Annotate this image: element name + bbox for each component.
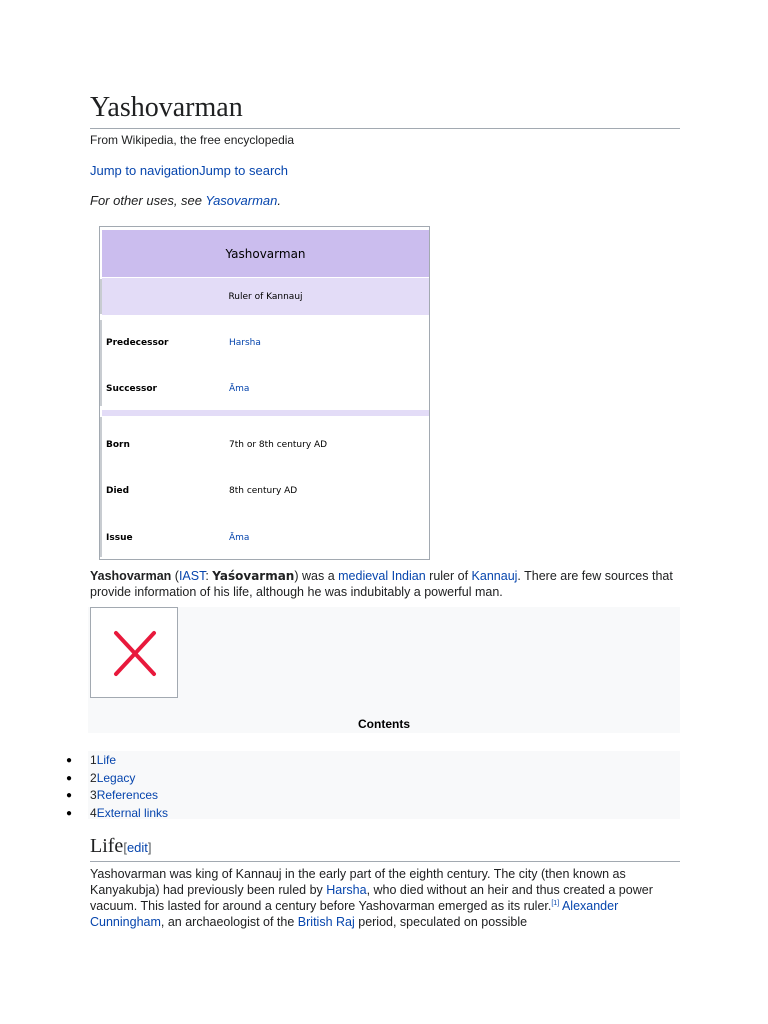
edit-link[interactable]: edit <box>126 840 148 855</box>
infobox-label: Successor <box>106 384 157 394</box>
infobox <box>99 226 430 560</box>
toc-number: 4 <box>90 805 97 820</box>
jump-links <box>90 163 288 178</box>
jump-to-search-link[interactable]: Jump to search <box>199 163 288 178</box>
tagline: From Wikipedia, the free encyclopedia <box>90 133 295 147</box>
hatnote-link[interactable]: Yasovarman <box>205 193 278 208</box>
toc-item[interactable] <box>66 770 168 788</box>
cunningham-link[interactable]: Alexander Cunningham <box>90 899 619 929</box>
life-paragraph <box>90 866 680 930</box>
infobox-value-link[interactable]: Āma <box>229 533 250 543</box>
iast-link[interactable]: IAST <box>178 569 206 583</box>
infobox-label: Predecessor <box>106 338 169 348</box>
bullet-icon: ● <box>66 807 73 819</box>
broken-image-x-icon <box>90 607 178 698</box>
reference-link[interactable]: [1] <box>551 899 560 907</box>
toc-item[interactable] <box>66 805 168 823</box>
x-mark-icon <box>91 608 177 697</box>
infobox-value-link[interactable]: Āma <box>229 384 250 394</box>
toc-link[interactable]: References <box>96 788 159 802</box>
lead-paragraph <box>90 568 685 600</box>
bullet-icon: ● <box>66 755 73 766</box>
lead-text: ) was a <box>294 569 339 583</box>
infobox-label: Died <box>106 486 130 496</box>
toc-title: Contents <box>358 717 410 731</box>
lead-subject: Yashovarman <box>90 569 172 583</box>
body-text: Yashovarman was king of Kannauj in the early part of the eighth century. The city (then known as Kanyakubja) had previously been ruled by <box>90 867 626 897</box>
infobox-value: 7th or 8th century AD <box>229 440 328 450</box>
infobox-subtitle: Ruler of Kannauj <box>102 278 429 315</box>
infobox-separator <box>102 410 429 416</box>
section-heading-life <box>90 833 680 862</box>
toc-list <box>66 752 168 822</box>
lead-text: : <box>205 569 213 583</box>
infobox-label: Born <box>106 440 130 450</box>
infobox-label: Issue <box>106 533 133 543</box>
toc-list-background <box>88 751 680 819</box>
hatnote-suffix: . <box>277 193 282 208</box>
medieval-indian-link[interactable]: medieval Indian <box>338 569 426 583</box>
toc-link[interactable]: External links <box>96 805 169 820</box>
infobox-border-mark <box>100 417 102 557</box>
body-text: , who died without an heir and thus created a power vacuum. This lasted for around a century before Yashovarman emerged as its ruler. <box>90 883 653 913</box>
toc-item[interactable] <box>66 787 168 805</box>
edit-bracket: ] <box>147 840 152 855</box>
infobox-border-mark <box>100 279 102 314</box>
infobox-value: 8th century AD <box>229 486 298 496</box>
iast-name: Yaśovarman <box>212 569 295 583</box>
jump-to-navigation-link[interactable]: Jump to navigation <box>90 163 200 178</box>
infobox-title: Yashovarman <box>102 230 429 277</box>
toc-number: 1 <box>90 753 97 767</box>
toc-link[interactable]: Life <box>96 753 117 767</box>
bullet-icon: ● <box>66 790 73 801</box>
infobox-value-link[interactable]: Harsha <box>229 338 261 348</box>
toc-box <box>88 607 680 733</box>
section-title: Life <box>90 835 124 857</box>
edit-bracket: [ <box>123 840 127 855</box>
harsha-link[interactable]: Harsha <box>326 883 367 897</box>
toc-number: 3 <box>90 788 97 802</box>
infobox-border-mark <box>100 320 102 406</box>
body-text: period, speculated on possible <box>354 915 528 929</box>
toc-item[interactable] <box>66 752 168 770</box>
page-title: Yashovarman <box>90 88 680 129</box>
hatnote <box>90 193 281 208</box>
lead-text: ( <box>171 569 179 583</box>
lead-text: ruler of <box>425 569 472 583</box>
kannauj-link[interactable]: Kannauj <box>471 569 518 583</box>
toc-link[interactable]: Legacy <box>96 770 136 785</box>
hatnote-prefix: For other uses, see <box>90 193 206 208</box>
body-text: , an archaeologist of the <box>160 915 298 929</box>
bullet-icon: ● <box>66 772 73 784</box>
toc-number: 2 <box>90 770 97 785</box>
british-raj-link[interactable]: British Raj <box>297 915 355 929</box>
lead-text: . There are few sources that provide information of his life, although he was indubitably a powerful man. <box>90 569 673 599</box>
